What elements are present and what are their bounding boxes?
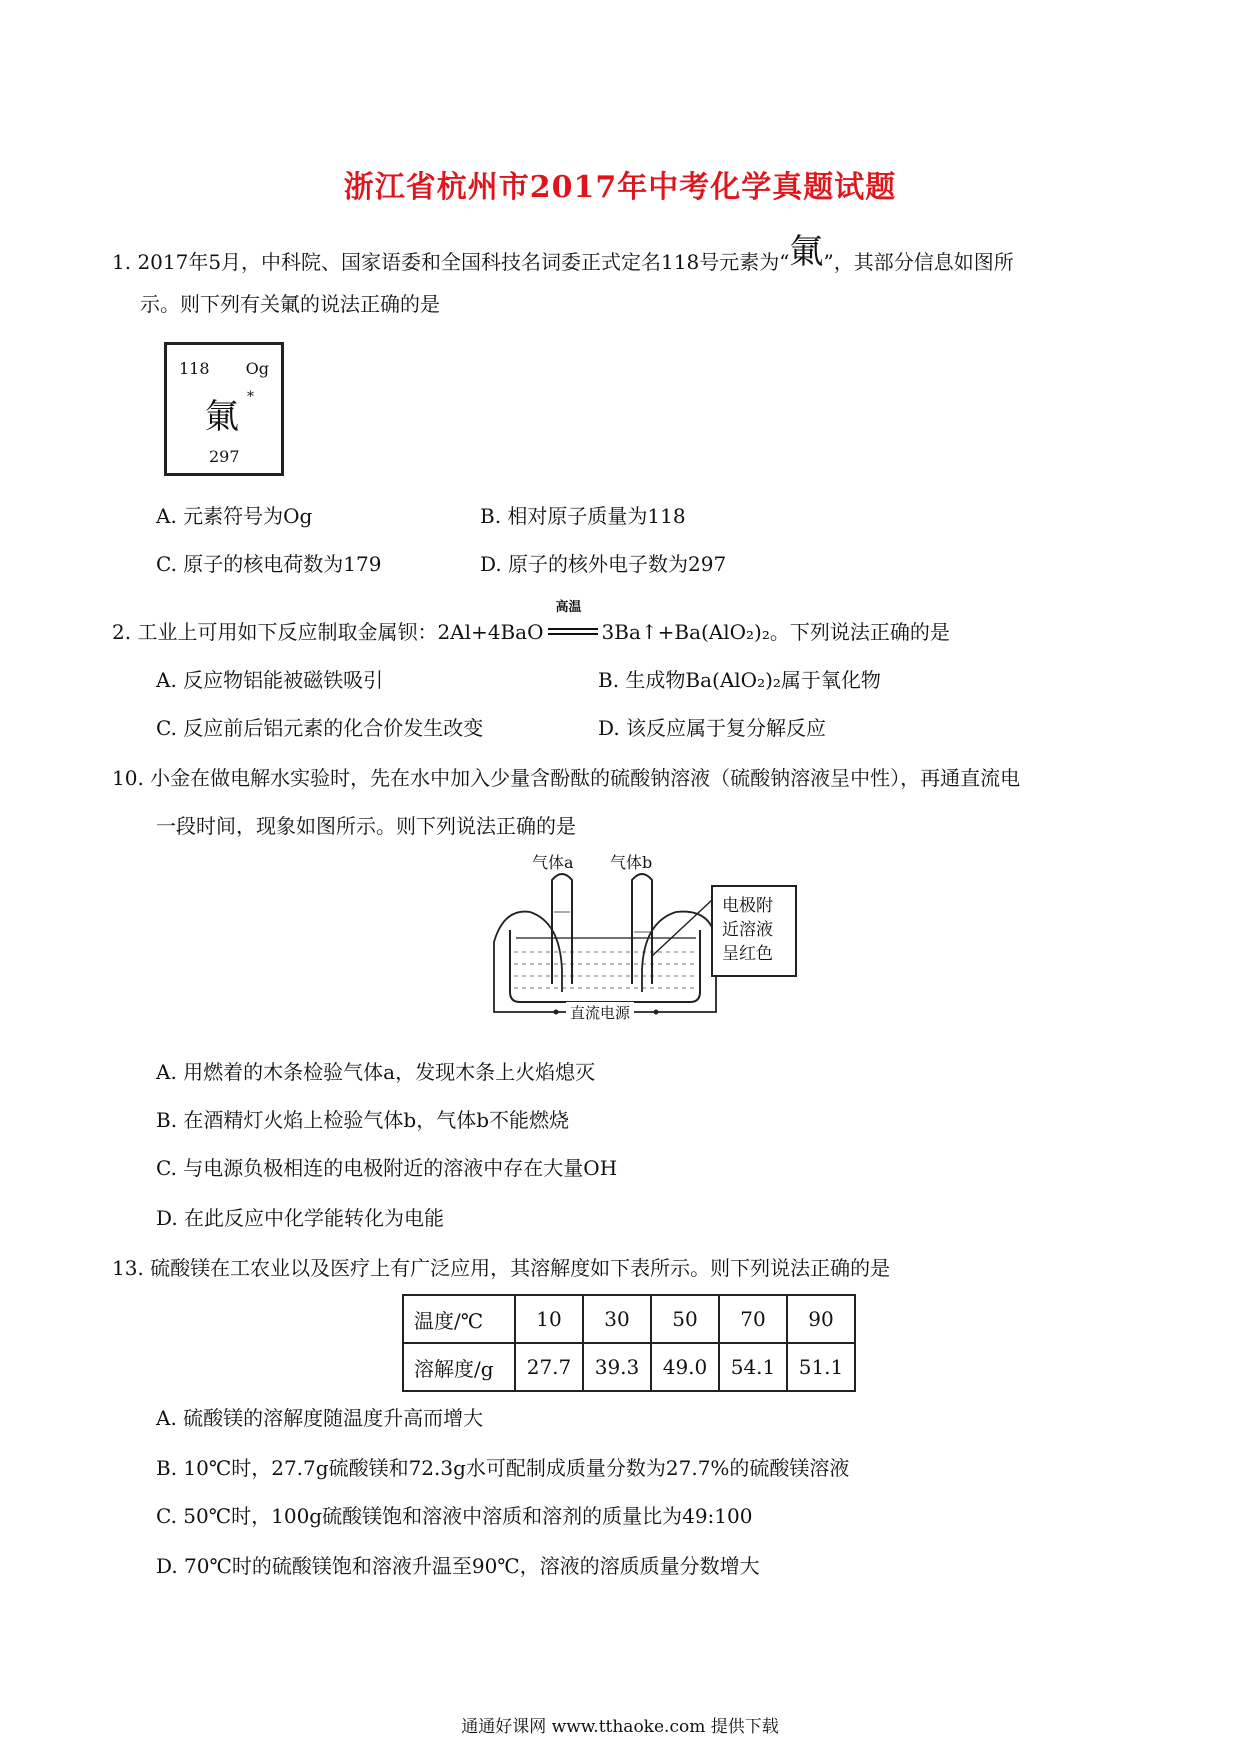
element-symbol: Og	[245, 359, 269, 378]
q10-option-d[interactable]: D. 在此反应中化学能转化为电能	[156, 1206, 445, 1230]
q13-stem: 13. 硫酸镁在工农业以及医疗上有广泛应用，其溶解度如下表所示。则下列说法正确的是	[112, 1256, 891, 1280]
solubility-table	[402, 1294, 856, 1392]
element-star: *	[247, 389, 254, 405]
table-cell: 39.3	[583, 1343, 651, 1391]
electrode-note-line3: 呈红色	[722, 944, 773, 964]
element-name: 氭	[205, 397, 239, 437]
q13-option-c[interactable]: C. 50℃时，100g硫酸镁饱和溶液中溶质和溶剂的质量比为49:100	[156, 1504, 753, 1528]
gas-b-label: 气体b	[610, 853, 653, 872]
page-footer: 通通好课网 www.tthaoke.com 提供下载	[461, 1717, 779, 1737]
q2-option-a[interactable]: A. 反应物铝能被磁铁吸引	[156, 668, 384, 692]
q2-stem-prefix: 2. 工业上可用如下反应制取金属钡：2Al+4BaO	[112, 620, 544, 644]
q2-option-c[interactable]: C. 反应前后铝元素的化合价发生改变	[156, 716, 484, 740]
table-cell: 54.1	[719, 1343, 787, 1391]
q10-stem-line2: 一段时间，现象如图所示。则下列说法正确的是	[156, 814, 576, 838]
element-character: 氭	[789, 232, 824, 272]
q1-option-c[interactable]: C. 原子的核电荷数为179	[156, 552, 382, 576]
q2-option-b[interactable]: B. 生成物Ba(AlO₂)₂属于氧化物	[598, 668, 881, 692]
q1-option-b[interactable]: B. 相对原子质量为118	[480, 504, 686, 528]
gas-a-label: 气体a	[532, 853, 574, 872]
table-row	[403, 1295, 855, 1343]
atomic-mass: 297	[209, 447, 240, 466]
table-cell: 51.1	[787, 1343, 855, 1391]
table-cell: 90	[787, 1295, 855, 1343]
table-cell: 70	[719, 1295, 787, 1343]
table-header-temperature: 温度/℃	[403, 1295, 515, 1343]
power-source-label: 直流电源	[566, 1002, 634, 1023]
q1-stem-text-end: ”，其部分信息如图所	[823, 250, 1014, 274]
electrode-note-line2: 近溶液	[722, 920, 773, 940]
q1-stem-line1	[112, 232, 1014, 274]
q2-option-d[interactable]: D. 该反应属于复分解反应	[598, 716, 827, 740]
q1-stem-line2: 示。则下列有关氭的说法正确的是	[140, 292, 440, 316]
element-card	[164, 342, 284, 476]
q1-option-d[interactable]: D. 原子的核外电子数为297	[480, 552, 727, 576]
q13-option-d[interactable]: D. 70℃时的硫酸镁饱和溶液升温至90℃，溶液的溶质质量分数增大	[156, 1554, 760, 1578]
table-header-solubility: 溶解度/g	[403, 1343, 515, 1391]
page-title: 浙江省杭州市2017年中考化学真题试题	[343, 170, 897, 205]
q10-option-b[interactable]: B. 在酒精灯火焰上检验气体b，气体b不能燃烧	[156, 1108, 570, 1132]
reaction-arrow	[544, 600, 602, 644]
q13-option-a[interactable]: A. 硫酸镁的溶解度随温度升高而增大	[156, 1406, 484, 1430]
q2-stem	[112, 600, 950, 644]
table-cell: 50	[651, 1295, 719, 1343]
q10-stem-line1: 10. 小金在做电解水实验时，先在水中加入少量含酚酞的硫酸钠溶液（硫酸钠溶液呈中性），再通直流电	[112, 766, 1021, 790]
table-row	[403, 1343, 855, 1391]
electrode-note-line1: 电极附	[722, 896, 773, 916]
table-cell: 10	[515, 1295, 583, 1343]
q1-stem-text: 1. 2017年5月，中科院、国家语委和全国科技名词委正式定名118号元素为“	[112, 250, 790, 274]
q13-option-b[interactable]: B. 10℃时，27.7g硫酸镁和72.3g水可配制成质量分数为27.7%的硫酸镁溶液	[156, 1456, 850, 1480]
reaction-condition: 高温	[555, 600, 582, 615]
q1-option-a[interactable]: A. 元素符号为Og	[156, 504, 313, 528]
table-cell: 30	[583, 1295, 651, 1343]
q10-option-a[interactable]: A. 用燃着的木条检验气体a，发现木条上火焰熄灭	[156, 1060, 596, 1084]
table-cell: 27.7	[515, 1343, 583, 1391]
electrode-note	[722, 894, 773, 966]
atomic-number: 118	[179, 359, 210, 378]
table-cell: 49.0	[651, 1343, 719, 1391]
electrolysis-diagram	[480, 852, 810, 1032]
q2-stem-suffix: 3Ba↑+Ba(AlO₂)₂。下列说法正确的是	[601, 620, 950, 644]
q10-option-c[interactable]: C. 与电源负极相连的电极附近的溶液中存在大量OH	[156, 1156, 618, 1180]
